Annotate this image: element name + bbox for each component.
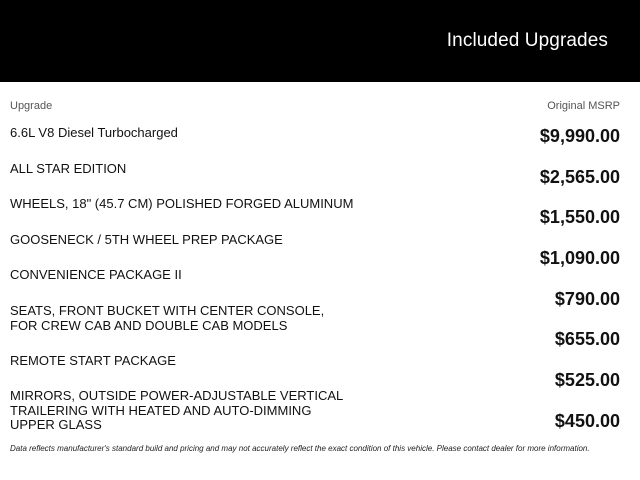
upgrade-name: CONVENIENCE PACKAGE II (10, 267, 182, 282)
upgrade-name: REMOTE START PACKAGE (10, 353, 176, 368)
header-bar (0, 0, 640, 82)
upgrade-price: $9,990.00 (539, 126, 620, 146)
upgrade-price: $1,550.00 (539, 207, 620, 227)
upgrade-price: $525.00 (554, 370, 620, 390)
page-title: Included Upgrades (446, 30, 608, 51)
column-header-msrp: Original MSRP (547, 100, 620, 112)
upgrade-price: $1,090.00 (539, 248, 620, 268)
upgrade-name: 6.6L V8 Diesel Turbocharged (10, 125, 178, 140)
upgrade-price: $790.00 (554, 289, 620, 309)
upgrade-name: GOOSENECK / 5TH WHEEL PREP PACKAGE (10, 232, 283, 247)
upgrade-price: $655.00 (554, 329, 620, 349)
upgrade-name: ALL STAR EDITION (10, 161, 127, 176)
upgrade-name: MIRRORS, OUTSIDE POWER-ADJUSTABLE VERTICAL TRAILERING WITH HEATED AND AUTO-DIMMING UPPER GLASS (10, 388, 343, 432)
upgrade-name: SEATS, FRONT BUCKET WITH CENTER CONSOLE, FOR CREW CAB AND DOUBLE CAB MODELS (10, 303, 325, 333)
disclaimer-text: Data reflects manufacturer's standard build and pricing and may not accurately reflect the exact condition of this vehicle. Please contact dealer for more information. (10, 444, 590, 453)
upgrade-price: $2,565.00 (539, 167, 620, 187)
column-header-upgrade: Upgrade (10, 100, 53, 112)
upgrade-price: $450.00 (554, 411, 620, 431)
upgrade-name: WHEELS, 18" (45.7 CM) POLISHED FORGED ALUMINUM (10, 196, 354, 211)
